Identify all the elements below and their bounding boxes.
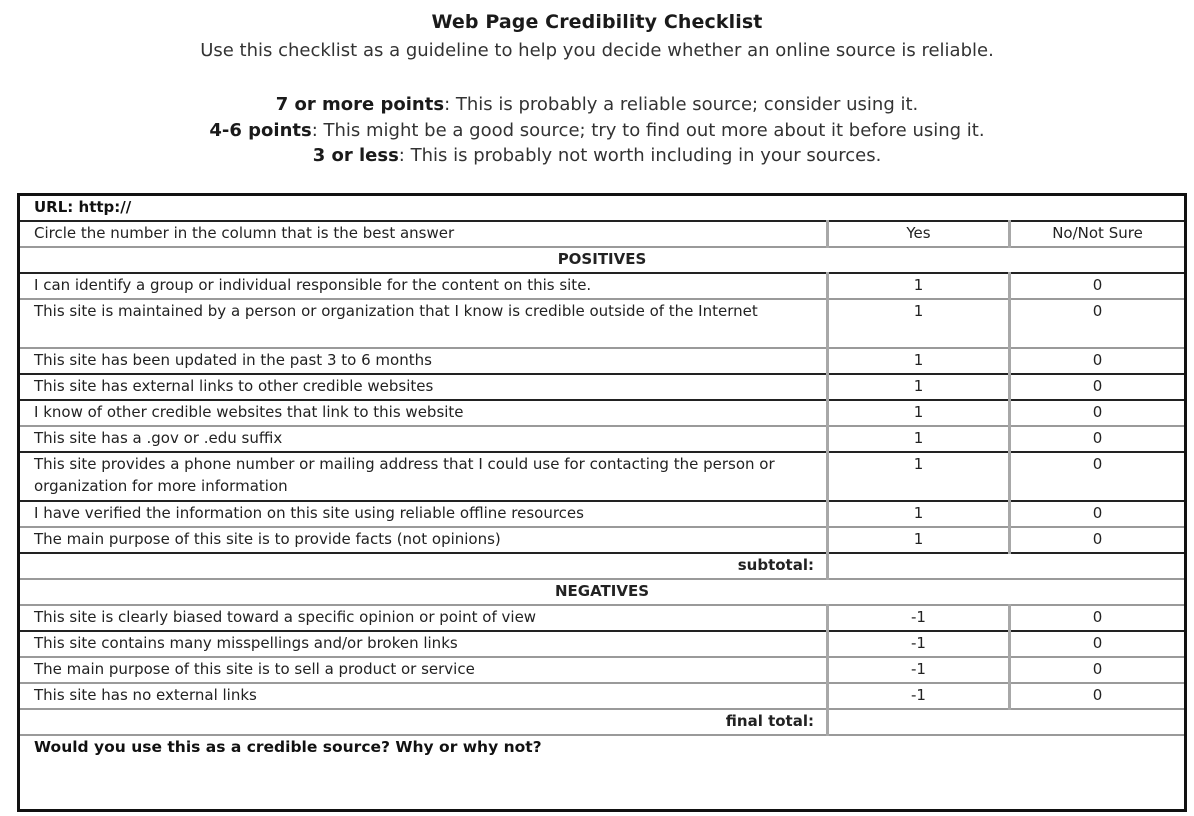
criterion-text: This site has a .gov or .edu suffix [19, 426, 828, 452]
subtotal-label: subtotal: [19, 553, 828, 579]
final-total-row [19, 709, 1186, 735]
scoring-rule-text: : This is probably a reliable source; consider using it. [444, 94, 919, 115]
no-score[interactable]: 0 [1010, 605, 1186, 631]
criterion-text: This site is maintained by a person or organization that I know is credible outside of the Internet [19, 299, 828, 348]
no-score[interactable]: 0 [1010, 374, 1186, 400]
table-row [19, 501, 1186, 527]
url-field[interactable]: URL: http:// [19, 195, 1186, 222]
table-row [19, 631, 1186, 657]
yes-score[interactable]: -1 [828, 657, 1010, 683]
no-score[interactable]: 0 [1010, 348, 1186, 374]
no-score[interactable]: 0 [1010, 657, 1186, 683]
scoring-rule-label: 3 or less [312, 145, 399, 166]
yes-score[interactable]: 1 [828, 527, 1010, 553]
table-row [19, 683, 1186, 709]
positives-heading: POSITIVES [19, 247, 1186, 273]
yes-score[interactable]: -1 [828, 631, 1010, 657]
criterion-text: This site contains many misspellings and/or broken links [19, 631, 828, 657]
no-score[interactable]: 0 [1010, 631, 1186, 657]
criterion-text: This site has been updated in the past 3 to 6 months [19, 348, 828, 374]
no-score[interactable]: 0 [1010, 452, 1186, 501]
table-row [19, 273, 1186, 299]
no-score[interactable]: 0 [1010, 400, 1186, 426]
table-row [19, 374, 1186, 400]
criterion-text: This site is clearly biased toward a specific opinion or point of view [19, 605, 828, 631]
scoring-rule-mid [0, 120, 1194, 141]
table-row [19, 348, 1186, 374]
negatives-heading: NEGATIVES [19, 579, 1186, 605]
credibility-checklist-table [17, 193, 1187, 812]
final-total-field[interactable] [828, 709, 1186, 735]
subtotal-row [19, 553, 1186, 579]
column-header-yes: Yes [828, 221, 1010, 247]
table-row [19, 299, 1186, 348]
column-header-row [19, 221, 1186, 247]
yes-score[interactable]: 1 [828, 501, 1010, 527]
credibility-question-answer-area[interactable]: Would you use this as a credible source? Why or why not? [34, 738, 542, 756]
column-header-no: No/Not Sure [1010, 221, 1186, 247]
yes-score[interactable]: 1 [828, 374, 1010, 400]
scoring-rule-label: 4-6 points [209, 120, 312, 141]
url-row [19, 195, 1186, 222]
criterion-text: This site provides a phone number or mailing address that I could use for contacting the person or organization for more information [19, 452, 828, 501]
criterion-text: The main purpose of this site is to sell a product or service [19, 657, 828, 683]
positives-heading-row [19, 247, 1186, 273]
no-score[interactable]: 0 [1010, 527, 1186, 553]
criterion-text: The main purpose of this site is to provide facts (not opinions) [19, 527, 828, 553]
table-row [19, 605, 1186, 631]
scoring-rule-text: : This is probably not worth including in your sources. [398, 145, 882, 166]
table-row [19, 657, 1186, 683]
yes-score[interactable]: -1 [828, 605, 1010, 631]
criterion-text: This site has no external links [19, 683, 828, 709]
page-title: Web Page Credibility Checklist [431, 11, 763, 33]
scoring-rule-text: : This might be a good source; try to find out more about it before using it. [311, 120, 985, 141]
criterion-text: I have verified the information on this site using reliable offline resources [19, 501, 828, 527]
table-row [19, 400, 1186, 426]
page-subtitle: Use this checklist as a guideline to help you decide whether an online source is reliable. [200, 40, 994, 61]
scoring-rule-high [0, 94, 1194, 115]
negatives-heading-row [19, 579, 1186, 605]
subtotal-field[interactable] [828, 553, 1186, 579]
yes-score[interactable]: 1 [828, 299, 1010, 348]
yes-score[interactable]: 1 [828, 348, 1010, 374]
yes-score[interactable]: -1 [828, 683, 1010, 709]
scoring-rule-label: 7 or more points [275, 94, 445, 115]
no-score[interactable]: 0 [1010, 273, 1186, 299]
no-score[interactable]: 0 [1010, 299, 1186, 348]
yes-score[interactable]: 1 [828, 452, 1010, 501]
yes-score[interactable]: 1 [828, 426, 1010, 452]
no-score[interactable]: 0 [1010, 426, 1186, 452]
question-row [19, 735, 1186, 811]
yes-score[interactable]: 1 [828, 400, 1010, 426]
criterion-text: I can identify a group or individual responsible for the content on this site. [19, 273, 828, 299]
table-row [19, 452, 1186, 501]
no-score[interactable]: 0 [1010, 501, 1186, 527]
yes-score[interactable]: 1 [828, 273, 1010, 299]
criterion-text: This site has external links to other credible websites [19, 374, 828, 400]
instruction-cell: Circle the number in the column that is the best answer [19, 221, 828, 247]
table-row [19, 527, 1186, 553]
no-score[interactable]: 0 [1010, 683, 1186, 709]
scoring-rule-low [0, 145, 1194, 166]
final-total-label: final total: [19, 709, 828, 735]
table-row [19, 426, 1186, 452]
criterion-text: I know of other credible websites that link to this website [19, 400, 828, 426]
